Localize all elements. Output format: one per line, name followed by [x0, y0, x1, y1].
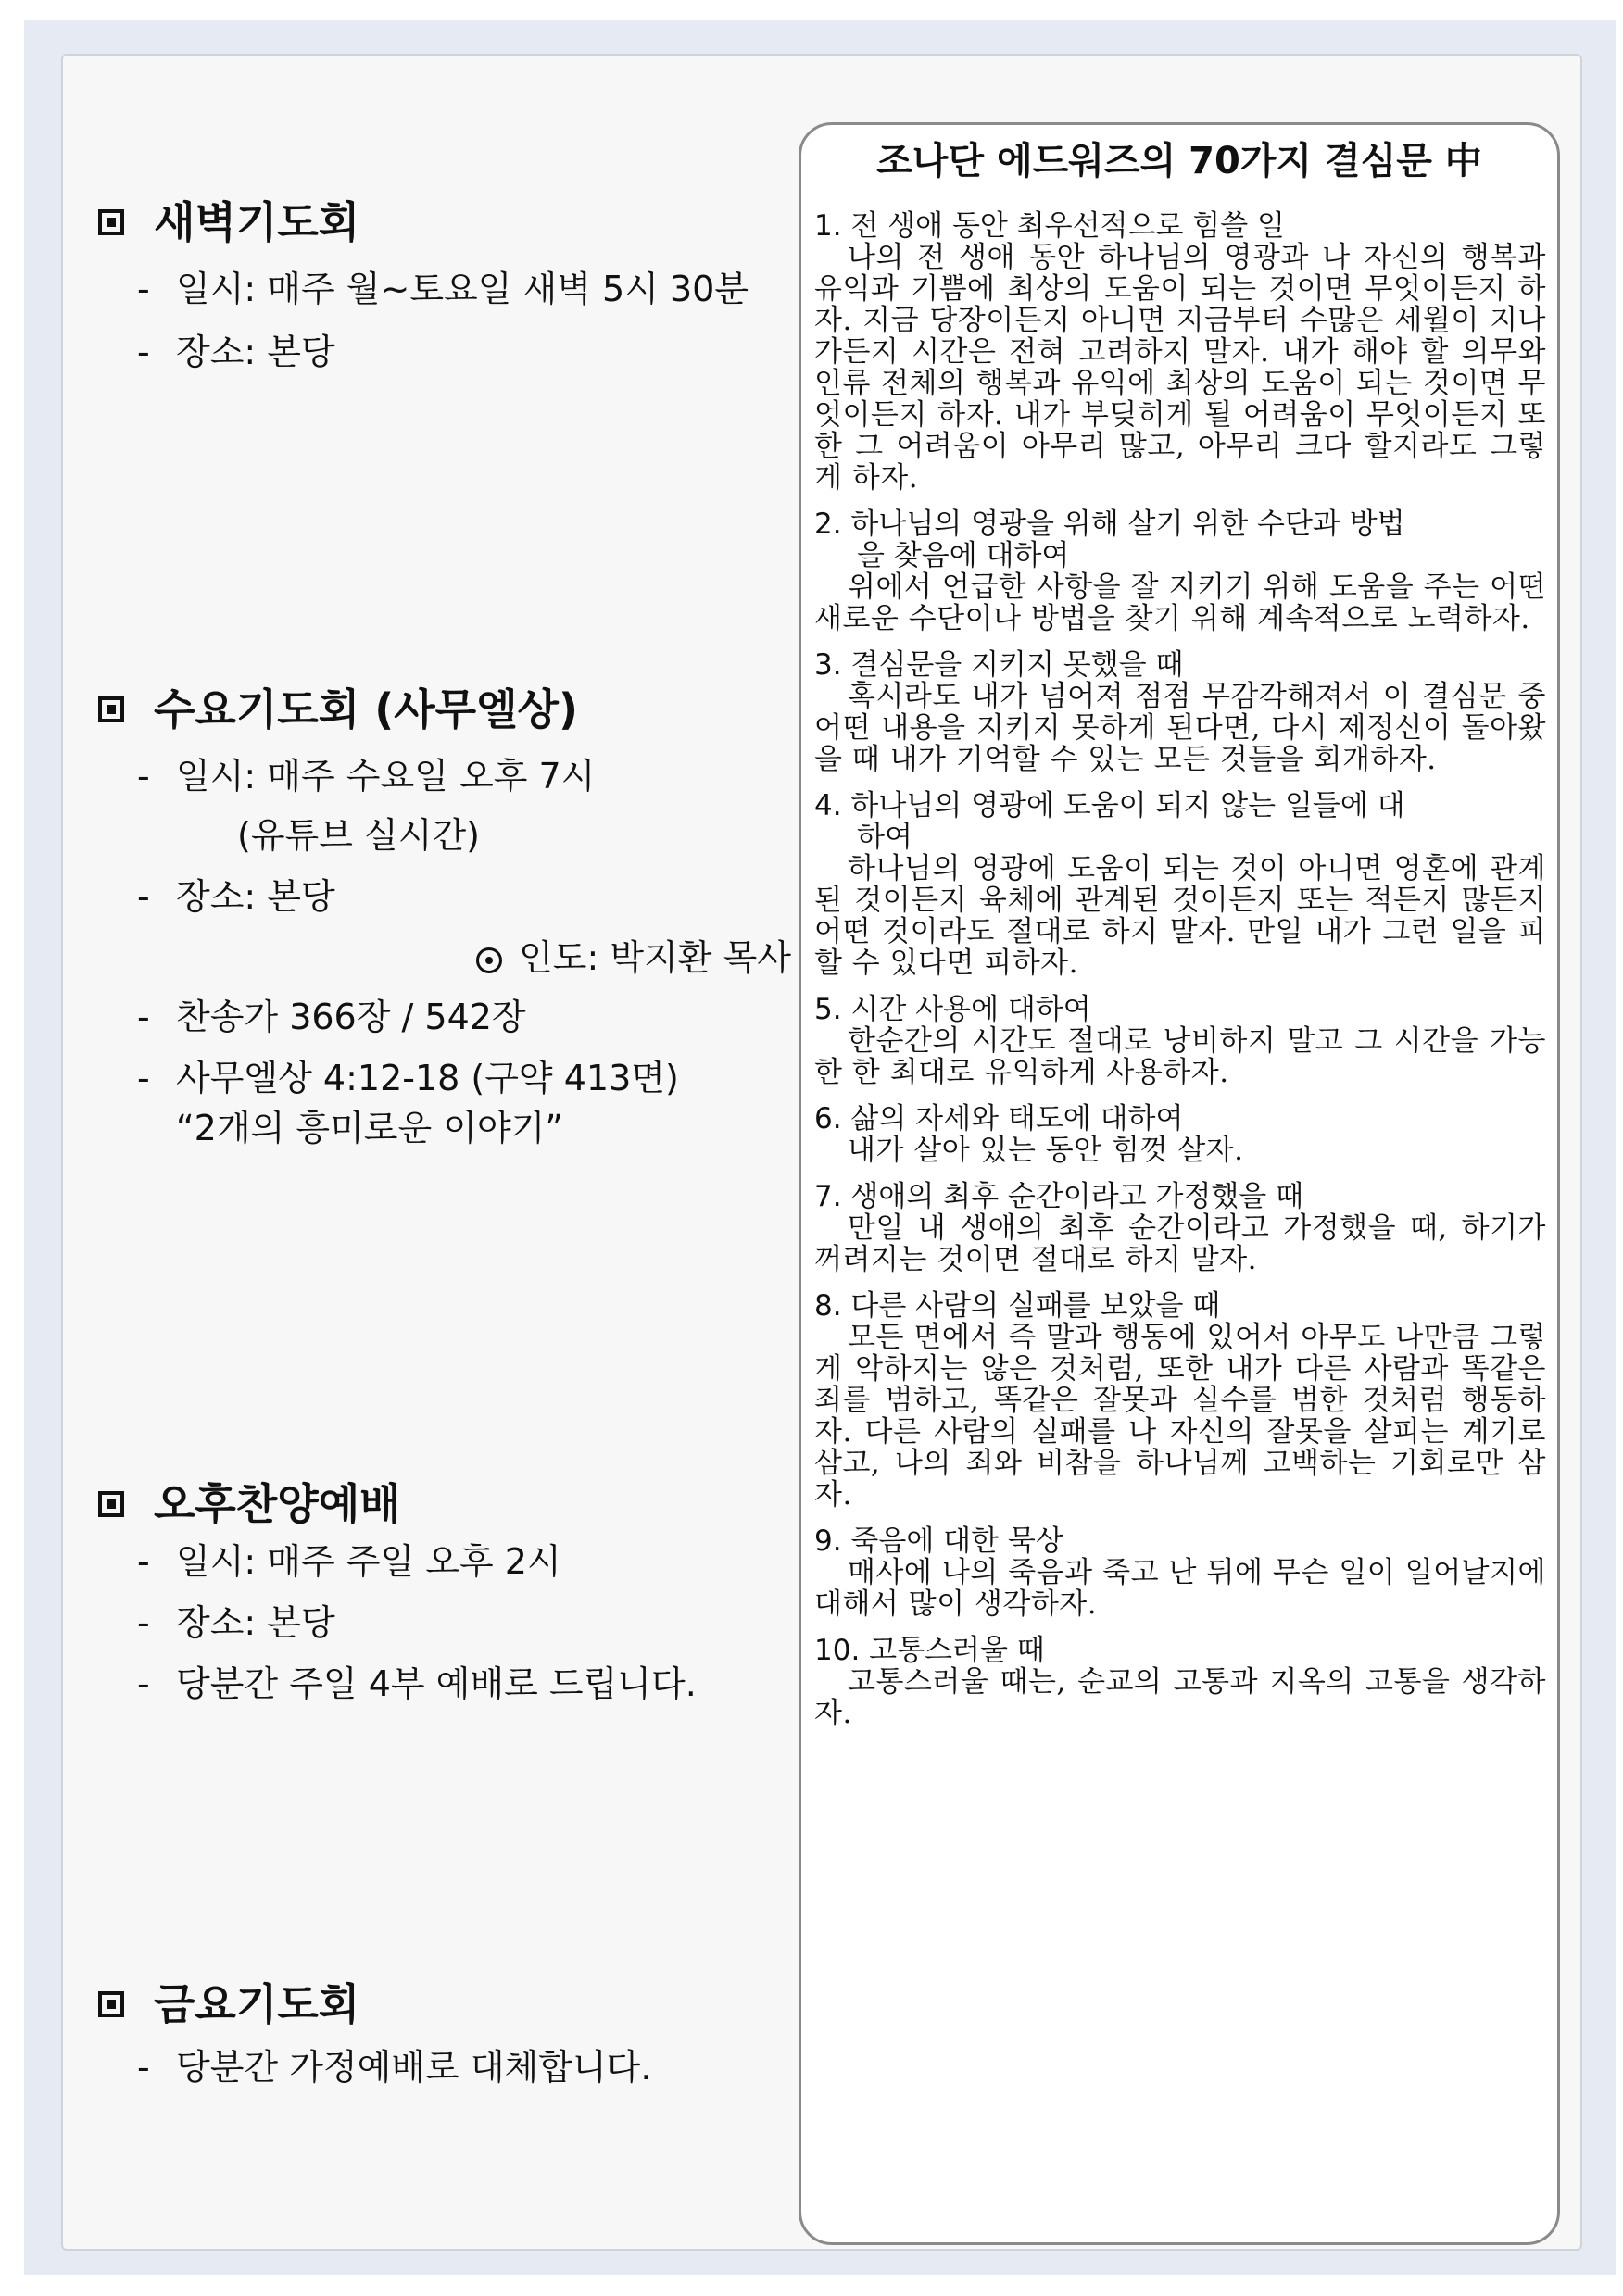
- section-heading: [98, 1976, 802, 2032]
- resolution-title-line: 10. 고통스러울 때: [814, 1634, 1045, 1667]
- resolution-title: [814, 210, 1546, 242]
- resolution-item: [814, 210, 1546, 494]
- dawn-prayer-section: [98, 194, 802, 374]
- resolution-body: 하나님의 영광에 도움이 되는 것이 아니면 영혼에 관계된 것이든지 육체에 관계된 것이든지 또는 적든지 많든지 어떤 것이라도 절대로 하지 말자. 만일 내가 그런 일을 피할 수 있다면 피하자.: [814, 852, 1546, 980]
- resolution-item: [814, 649, 1546, 775]
- afternoon-worship-time: - 일시: 매주 주일 오후 2시: [137, 1541, 561, 1582]
- leader-name: 인도: 박지환 목사: [519, 937, 791, 978]
- resolution-item: [814, 1103, 1546, 1166]
- resolution-item: [814, 1525, 1546, 1620]
- resolution-item: [814, 1290, 1546, 1511]
- resolutions-panel: [799, 122, 1560, 2245]
- dawn-prayer-place: - 장소: 본당: [137, 332, 335, 372]
- page-background: [24, 20, 1616, 2275]
- afternoon-worship-section: [98, 1476, 802, 1706]
- resolution-title-line: 7. 생애의 최후 순간이라고 가정했을 때: [814, 1180, 1304, 1213]
- dawn-prayer-time: - 일시: 매주 월~토요일 새벽 5시 30분: [137, 269, 749, 309]
- resolution-title-line: 2. 하나님의 영광을 위해 살기 위한 수단과 방법: [814, 508, 1405, 541]
- wednesday-prayer-section: [98, 682, 802, 1150]
- resolution-title: [814, 994, 1546, 1025]
- resolution-title-continuation: 하여: [857, 821, 912, 854]
- square-bullet-icon: [98, 209, 124, 235]
- square-bullet-icon: [98, 1991, 124, 2017]
- resolution-item: [814, 508, 1546, 634]
- resolution-body: 내가 살아 있는 동안 힘껏 살자.: [848, 1134, 1244, 1167]
- resolution-title-line: 6. 삶의 자세와 태도에 대하여: [814, 1102, 1184, 1135]
- resolution-body: 만일 내 생애의 최후 순간이라고 가정했을 때, 하기가 꺼려지는 것이면 절대로 하지 말자.: [814, 1211, 1546, 1276]
- resolution-title-line: 5. 시간 사용에 대하여: [814, 993, 1091, 1026]
- afternoon-worship-title: 오후찬양예배: [154, 1479, 401, 1529]
- sermon-title: “2개의 흥미로운 이야기”: [176, 1108, 564, 1148]
- friday-prayer-title: 금요기도회: [154, 1979, 360, 2029]
- resolution-body: 혹시라도 내가 넘어져 점점 무감각해져서 이 결심문 중 어떤 내용을 지키지 못하게 된다면, 다시 제정신이 돌아왔을 때 내가 기억할 수 있는 모든 것들을 회개하자.: [814, 680, 1546, 776]
- resolution-title: [814, 1181, 1546, 1212]
- left-column: [63, 56, 804, 2249]
- leader-line: [98, 935, 791, 980]
- afternoon-worship-note: - 당분간 주일 4부 예배로 드립니다.: [137, 1663, 697, 1704]
- resolution-body: 나의 전 생애 동안 하나님의 영광과 나 자신의 행복과 유익과 기쁨에 최상의 도움이 되는 것이면 무엇이든지 하자. 지금 당장이든지 아니면 지금부터 수많은 세월이 지나가든지 시간은 전혀 고려하지 말자. 내가 해야 할 의무와 인류 전체의 행복과 유익에 최상의 도움이 되는 것이면 무엇이든지 하자. 내가 부딪히게 될 어려움이 무엇이든지 또한 그 어려움이 아무리 많고, 아무리 크다 할지라도 그렇게 하자.: [814, 241, 1546, 495]
- scripture-reference: - 사무엘상 4:12-18 (구약 413면): [137, 1058, 679, 1098]
- resolution-body: 모든 면에서 즉 말과 행동에 있어서 아무도 나만큼 그렇게 악하지는 않은 것처럼, 또한 내가 다른 사람과 똑같은 죄를 범하고, 똑같은 잘못과 실수를 범한 것처럼 행동하자. 다른 사람의 실패를 나 자신의 잘못을 살피는 계기로 삼고, 나의 죄와 비참을 하나님께 고백하는 기회로만 삼자.: [814, 1321, 1546, 1512]
- resolution-title: [814, 1103, 1546, 1135]
- resolutions-list: [814, 210, 1546, 1744]
- resolution-item: [814, 1635, 1546, 1729]
- bullseye-icon: [476, 947, 502, 973]
- resolution-title: [814, 1635, 1546, 1666]
- resolution-item: [814, 994, 1546, 1088]
- square-bullet-icon: [98, 1491, 124, 1517]
- resolution-title-continuation: 을 찾음에 대하여: [857, 539, 1070, 572]
- hymn-numbers: - 찬송가 366장 / 542장: [137, 997, 526, 1037]
- resolution-title: [814, 508, 1546, 571]
- resolution-title: [814, 790, 1546, 853]
- wednesday-prayer-place: - 장소: 본당: [137, 876, 335, 917]
- resolution-body: 고통스러울 때는, 순교의 고통과 지옥의 고통을 생각하자.: [814, 1665, 1546, 1730]
- friday-prayer-section: [98, 1976, 802, 2089]
- bulletin-page: [61, 54, 1582, 2251]
- square-bullet-icon: [98, 696, 124, 722]
- resolution-body: 한순간의 시간도 절대로 낭비하지 말고 그 시간을 가능한 한 최대로 유익하게 사용하자.: [814, 1024, 1546, 1089]
- resolution-title: [814, 1525, 1546, 1557]
- resolution-title-line: 3. 결심문을 지키지 못했을 때: [814, 648, 1184, 682]
- resolution-body: 위에서 언급한 사항을 잘 지키기 위해 도움을 주는 어떤 새로운 수단이나 방법을 찾기 위해 계속적으로 노력하자.: [814, 571, 1546, 635]
- resolution-item: [814, 1181, 1546, 1275]
- resolution-item: [814, 790, 1546, 979]
- resolution-title-line: 8. 다른 사람의 실패를 보았을 때: [814, 1289, 1221, 1323]
- resolution-title: [814, 649, 1546, 681]
- panel-title: 조나단 에드워즈의 70가지 결심문 中: [876, 140, 1482, 182]
- section-heading: [98, 1476, 802, 1532]
- resolution-title-line: 4. 하나님의 영광에 도움이 되지 않는 일들에 대: [814, 789, 1405, 822]
- youtube-live-note: (유튜브 실시간): [237, 815, 480, 856]
- friday-prayer-note: - 당분간 가정예배로 대체합니다.: [137, 2047, 652, 2088]
- section-heading: [98, 194, 802, 250]
- dawn-prayer-title: 새벽기도회: [154, 197, 360, 247]
- resolution-body: 매사에 나의 죽음과 죽고 난 뒤에 무슨 일이 일어날지에 대해서 많이 생각하자.: [814, 1556, 1546, 1621]
- section-heading: [98, 682, 802, 737]
- resolution-title-line: 1. 전 생애 동안 최우선적으로 힘쓸 일: [814, 209, 1285, 243]
- resolution-title-line: 9. 죽음에 대한 묵상: [814, 1524, 1063, 1558]
- resolution-title: [814, 1290, 1546, 1322]
- afternoon-worship-place: - 장소: 본당: [137, 1602, 335, 1643]
- wednesday-prayer-title: 수요기도회 (사무엘상): [154, 684, 578, 734]
- wednesday-prayer-time: - 일시: 매주 수요일 오후 7시: [137, 756, 596, 797]
